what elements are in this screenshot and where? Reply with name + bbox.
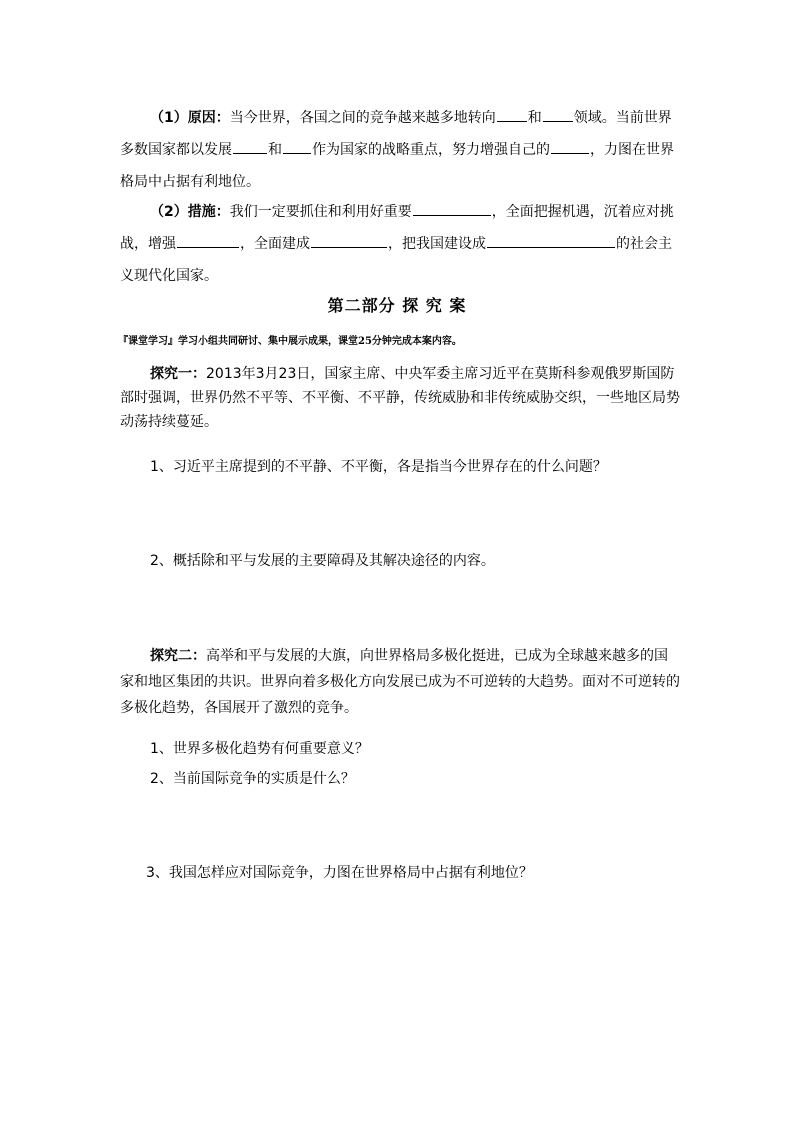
inquiry1-question-2: 2、概括除和平与发展的主要障碍及其解决途径的内容。 [150,553,495,569]
inquiry2-text: 高举和平与发展的大旗，向世界格局多极化挺进，已成为全球越来越多的国家和地区集团的共识。世界向着多极化方向发展已成为不可逆转的大趋势。面对不可逆转的多极化趋势，各国展开了激烈的竞争。 [120,648,680,716]
measure-text-c: ，全面建成 [240,236,310,252]
blank-field[interactable] [551,139,589,154]
class-note: 『课堂学习』学习小组共同研讨、集中展示成果，课堂25分钟完成本案内容。 [118,336,462,347]
inquiry2-label: 探究二： [150,648,206,664]
measure-text-a: 我们一定要抓住和利用好重要 [229,204,412,220]
blank-field[interactable] [497,107,527,122]
reason-label: （1）原因： [150,110,230,126]
inquiry2-question-3: 3、我国怎样应对国际竞争，力图在世界格局中占据有利地位？ [146,865,533,881]
inquiry1-paragraph [120,362,680,434]
measure-label: （2）措施： [150,204,230,220]
measure-text-e: 的社会主义现代化国家。 [120,236,672,284]
measure-text-d: ，把我国建设成 [388,236,486,252]
reason-text-e: 作为国家的战略重点，努力增强自己的 [312,142,550,158]
inquiry1-label: 探究一： [150,366,206,382]
blank-field[interactable] [233,139,267,154]
reason-text-b: 和 [527,110,542,126]
blank-field[interactable] [177,233,239,248]
section-title: 第二部分 探 究 案 [327,296,467,315]
blank-field[interactable] [543,107,573,122]
reason-text-d: 和 [268,142,282,158]
inquiry1-question-1: 1、习近平主席提到的不平静、不平衡，各是指当今世界存在的什么问题？ [150,459,607,475]
blank-field[interactable] [283,139,311,154]
blank-field[interactable] [487,233,615,248]
blank-field[interactable] [413,201,491,216]
measure-text-b: ，全面把握机遇，沉着应对挑战，增强 [120,204,674,252]
measure-paragraph [120,196,680,292]
reason-paragraph [120,102,680,198]
blank-field[interactable] [311,233,387,248]
reason-text-a: 当今世界，各国之间的竞争越来越多地转向 [229,110,496,126]
reason-text-c: 领域。当前世界多数国家都以发展 [120,110,672,158]
inquiry2-question-1: 1、世界多极化趋势有何重要意义？ [150,741,369,757]
inquiry2-paragraph [120,643,680,721]
inquiry2-question-2: 2、当前国际竞争的实质是什么？ [150,771,355,787]
reason-text-f: ，力图在世界格局中占据有利地位。 [120,142,674,190]
inquiry1-text: 2013年3月23日，国家主席、中央军委主席习近平在莫斯科参观俄罗斯国防部时强调，世界仍然不平等、不平衡、不平静，传统威胁和非传统威胁交织，一些地区局势动荡持续蔓延。 [120,366,680,430]
